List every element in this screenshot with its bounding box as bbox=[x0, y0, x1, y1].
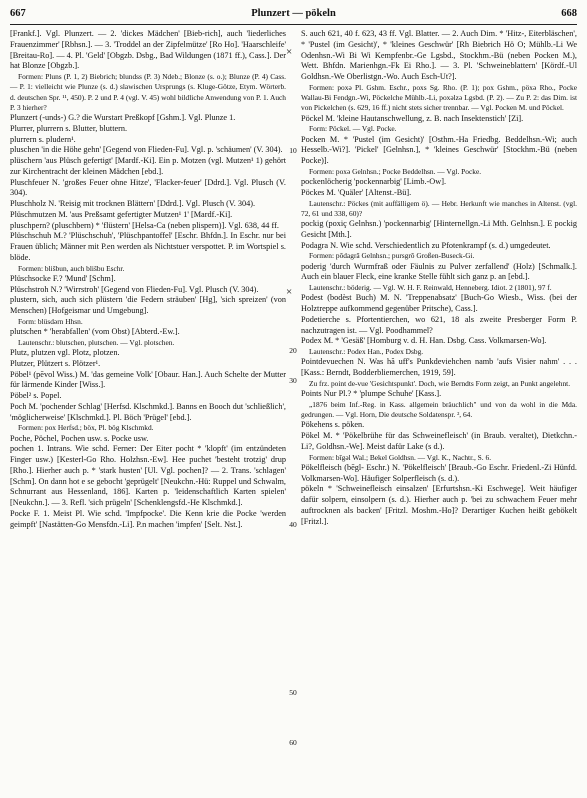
entry: Plüschschuh M.? 'Plüschschuh', 'Plüschpantoffel' [Eschr. Bhfdn.]. In Eschr. nur bei Frauen üblich; Männer mit P.en werden als Nichtstuer verspottet. P. im Wortspiel s. blöde. bbox=[10, 231, 286, 262]
entry: pockig (poxiç Gelnhsn.) 'pockennarbig' [Hinternellgn.-Li Mth. Gelnhsn.]. E pockig Gesicht [Mth.]. bbox=[301, 219, 577, 239]
entry: Pöckes M. 'Quäler' [Altenst.-Bü]. bbox=[301, 187, 412, 197]
page-header bbox=[0, 6, 587, 26]
entry: pockenlöcherig 'pockennarbig' [Limb.-Ow]. bbox=[301, 177, 447, 186]
entry: S. auch 621, 40 f. 623, 43 ff. Vgl. Blatter. — 2. Auch Dim. * 'Hitz-, Eiterbläschen', * 'Pustel (im Gesicht)', * 'kleines Geschwür' [Rh Biebrich Hö O; Mühlb.-Li We Odenhsn.-Wi Bi Wi Kempfenbr.-Ge Lgsbd., Stockhm.-Bü (neben Pocken M.), Wett. Bhfdn. Marienhgn.-Fk Ei Rho.]. — 3. Pl. 'Schweineblattern' [Kördf.-Ul Goldhsn.-We Oberlistgn.-Wo. Auch Esch-Ut?]. bbox=[301, 29, 577, 81]
entry: Poch M. 'pochender Schlag' [Herfsd. Klschmkd.]. Banns en Booch dut 'schließlich', 'möglicherweise' [Klschmkd.]. Pl. Böch 'Prügel' [ebd.]. bbox=[10, 401, 286, 422]
entry-note: Formen: poxə Pl. Gshm. Eschr., poxs Sg. Rho. (P. 1); pox Gshm., pöxə Rho., Pocke Wallau-Bi Fendgn.-Wi, Pöckelche Mühlb.-Li, poxəlzə Lgsbd. (P. 2). — Zu P. 2: das Dim. ist von Pickelchen (s. 629, 16 ff.) nicht stets sicher trennbar. — Vgl. Pocken M. und Pöckel. bbox=[301, 82, 577, 113]
entry-note: Formen: Pluns (P. 1, 2) Biebrich; blundss (P. 3) Ndeb.; Blonze (s. o.); Blunze (P. 4) Cass. — P. 1: vielleicht wie Plunze (s. d.) slawischen Ursprungs (s. Kluge-Götze, Etym. Wörterb. d. deutschen Spr. ¹¹, 450). P. 2 und P. 4 (vgl. V. 45) wohl bildliche Anwendung von P. 1. Auch P. 3 hierher? bbox=[10, 72, 286, 112]
entry-note: Lautenschr.: blutschen, plutschen. — Vgl. plotschen. bbox=[18, 337, 175, 347]
entry-note: Zu frz. point de-vue 'Gesichtspunkt'. Doch, wie Berndts Form zeigt, an Punkt angelehnt. bbox=[309, 378, 571, 388]
entry: Podagra N. Wie schd. Verschiedentlich zu Pfotenkrampf (s. d.) umgedeutet. bbox=[301, 240, 551, 250]
page-number-right: 668 bbox=[561, 8, 577, 19]
entry-note: Formen: poxə Gelnhsn.; Pocke Beddelhsn. — Vgl. Pocke. bbox=[309, 166, 482, 176]
entry: plustern, sich, auch sich plüstern 'die Federn sträuben' [Hg], 'sich spreizen' (von Menschen) [Hofgeismar und Umgebung]. bbox=[10, 295, 286, 315]
entry: Pöbel² s. Popel. bbox=[10, 391, 62, 400]
entry: Plüschmutzen M. 'aus Preßsamt gefertigter Mutzen¹ 1' [Mardf.-Ki]. bbox=[10, 209, 233, 219]
entry-note: Formen: pox Herfsd.; böx, Pl. bög Klschmkd. bbox=[18, 423, 154, 433]
margin-cross-mark: × bbox=[286, 286, 293, 298]
entry: Plüschsocke F.? 'Mund' [Schm]. bbox=[10, 273, 116, 283]
entry-note: Formen: bīgəl Wal.; Bekel Goldhsn. — Vgl. K., Nachtr., S. 6. bbox=[309, 452, 492, 462]
entry: plüschern 'aus Plüsch gefertigt' [Mardf.-Ki]. Ein p. Motzen (vgl. Mutzen¹ 1) gehört zur Kirchentracht der kleinen Mädchen [ebd.]. bbox=[10, 156, 286, 176]
entry-note: Form: blüsdərn Hhsn. bbox=[18, 316, 83, 326]
entry: Pluschfeuer N. 'großes Feuer ohne Hitze', 'Flacker-feuer' [Ddrd.]. Vgl. Plusch (V. 304). bbox=[10, 177, 286, 198]
entry: plurrern s. pludern¹. bbox=[10, 134, 76, 144]
entry-note: Form: Pöckel. — Vgl. Pocke. bbox=[309, 124, 397, 134]
entry: Pocken M. * 'Pustel (im Gesicht)' [Osthm.-Ha Friedbg. Beddelhsn.-Wi; auch Hesselb.-Wi?]. 'Pickel' [Gelnhsn.], * 'kleines Geschwür' [Stockhm.-Bü (neben Pocke)]. bbox=[301, 134, 577, 165]
entry: Pökelfleisch (bēgl- Eschr.) N. 'Pökelfleisch' [Braub.-Go Eschr. Friedenl.-Zi Hünfd. Volkmarsen-Wo]. Häufiger Solperfleisch (s. d.). bbox=[301, 462, 577, 483]
page-number-left: 667 bbox=[10, 8, 26, 19]
entry: pochen 1. Intrans. Wie schd. Ferner: Der Eiter pocht * 'klopft' (im entzündeten Finger usw.) [Kesterl-Go Rho. Holzhsn.-Ew]. Hee puchet 'besteht trotzig' drup [Rho.]. Hierher auch p. * 'stark husten' [Ul. Vgl. pochen]? — 2. Trans. 'schlagen' [Schm]. On dann hot e se gebocht 'geprügelt' [Neukchn.-Hü: Ruppel und Schwalm, Schnurrant aus Hessenland, 186]. Karten p. 'leidenschaftlich Karten spielen' [Neukchn.]. — 3. Refl. 'sich prügeln' [Schenklengsfd.-He Klschmkd.]. bbox=[10, 444, 286, 507]
entry: Pökel M. * 'Pökelbrühe für das Schweinefleisch' (in Braub. veraltet), Dietkchn.-Li?, Goldhsn.-We]. Meist dafür Lake (s d.). bbox=[301, 431, 577, 451]
line-number: 30 bbox=[289, 376, 297, 385]
entry: Plutzer, Plützert s. Plötzer¹. bbox=[10, 358, 101, 368]
entry: Plunzert (-unds-) G.? die Wurstart Preßkopf [Gshm.]. Vgl. Plunze 1. bbox=[10, 113, 236, 122]
entry-note: Formen: pōdagrā Gelnhsn.; pursgrō Großen-Buseck-Gi. bbox=[309, 251, 475, 261]
entry-note: Lautenschr.: Pöckes (mit auffälligem ö). — Hebr. Herkunft wie manches in Altenst. (vgl. 72, 61 und 338, 60)? bbox=[301, 198, 577, 218]
entry: Pökehens s. pöken. bbox=[301, 420, 365, 430]
entry: Pocke F. 1. Meist Pl. Wie schd. 'Impfpocke'. Die Kenn krie die Pocke 'werden geimpft' [Nastätten-Go Mensfdn.-Li]. P.n machen 'impfen' [Selt. Nst.]. bbox=[10, 508, 286, 529]
entry-note: Lautenschr.: Podex Han., Podex Dsbg. bbox=[309, 347, 424, 356]
left-column bbox=[10, 29, 286, 530]
entry: Pöbel¹ (pēvol Wiss.) M. 'das gemeine Volk' [Obaur. Han.]. Auch Schelte der Mutter für lärmende Kinder [Wiss.]. bbox=[10, 369, 286, 390]
line-number: 20 bbox=[289, 346, 297, 355]
entry: Pointdevuechen N. Was hă uff's Punkdeviehchen namb 'aufs Visier nahm' . . . [Kass.: Berndt, Bodderbliemerchen, 1919, 59]. bbox=[301, 357, 577, 377]
running-title: Plunzert — pökeln bbox=[251, 8, 336, 19]
line-number: 40 bbox=[289, 520, 297, 529]
entry: pökeln * 'Schweinefleisch einsalzen' [Erfurtshsn.-Ki Eschwege]. Weit häufiger dafür solpern, einsolpern (s. d.). Hierher auch p. 'bei zu schwachem Feuer mehr auftrocknen als backen' [Fritzl. Moshm.-Ho]? Derartiger Kuchen heißt gebökelt [Fritzl.]. bbox=[301, 484, 577, 526]
entry: plutschen * 'herabfallen' (vom Obst) [Abterd.-Ew.]. bbox=[10, 327, 180, 336]
right-column bbox=[301, 29, 577, 527]
entry: Podetierche s. Pfortentierchen, wo 621, 18 als zweite Presberger Form P. nachzutragen ist. — Vgl. Poodhammel? bbox=[301, 314, 577, 335]
header-rule bbox=[10, 24, 577, 25]
entry-note: Lautenschr.: böderig. — Vgl. W. H. F. Reinwald, Henneberg. Idiot. 2 (1801), 97 f. bbox=[309, 283, 552, 292]
entry: pluschen 'in die Höhe gehn' [Gegend von Flieden-Fu]. Vgl. p. 'schäumen' (V. 304). bbox=[10, 145, 283, 155]
entry: Pluschholz N. 'Reisig mit trocknen Blättern' [Ddrd.]. Vgl. Plusch (V. 304). bbox=[10, 199, 256, 208]
entry-note: „1876 beim Inf.-Reg. in Kass. allgemein bräuchlich" und von da wohl in die Mda. gedrungen. — Vgl. Horn, Die deutsche Soldatenspr. ², 64. bbox=[301, 399, 577, 419]
entry: Plutz, plutzen vgl. Plotz, plotzen. bbox=[10, 348, 120, 357]
line-number: 50 bbox=[289, 688, 297, 697]
entry: poderig 'durch Wurmfraß oder Fäulnis zu Pulver zerfallend' (Holz) [Schmalk.]. Auch ein blauer Fleck, eine kranke Stelle fühlt sich ganz p. an [ebd.]. bbox=[301, 261, 577, 282]
entry: Pöckel M. 'kleine Hautanschwellung, z. B. nach Insektenstich' [Zi]. bbox=[301, 113, 524, 123]
entry-note: Formen: blišbun, auch blišbu Eschr. bbox=[18, 263, 125, 273]
entry: Podest (bodèst Buch) M. N. 'Treppenabsatz' [Buch-Go Wiesb., Wiss. (bei der Holztreppe aufkommend gegenüber Pritsche), Cass.]. bbox=[301, 293, 577, 313]
entry: Podex M. * 'Gesäß' [Homburg v. d. H. Han. Dsbg. Cass. Volkmarsen-Wo]. bbox=[301, 336, 547, 346]
entry: [Frankf.]. Vgl. Plunzert. — 2. 'dickes Mädchen' [Bieb-rich], auch 'liederliches Frauenzimmer' [Rbhsn.]. — 3. 'Troddel an der Zipfelmütze' [Ro Ho]. 'Haarschleife' [Breitau-Ro]. — 4. Pl. 'Geld' [Obgzb. Dsbg., Bad Wildungen (1871 ff.), Cass.]. Der hat Blonze [Obgzb.]. bbox=[10, 29, 286, 71]
entry: Poche, Pöchel, Pochen usw. s. Pocke usw. bbox=[10, 433, 149, 443]
entry: pluschpern? (pluschbern) * 'flüstern' [Helsa-Ca (neben plispern)]. Vgl. 638, 44 ff. bbox=[10, 220, 279, 230]
entry: Points Nur Pl.? * 'plumpe Schuhe' [Kass.]. bbox=[301, 389, 442, 398]
line-number: 10 bbox=[289, 146, 297, 155]
margin-cross-mark: × bbox=[286, 46, 293, 58]
entry: Plurrer, plurrern s. Blutter, bluttern. bbox=[10, 123, 128, 133]
line-number: 60 bbox=[289, 738, 297, 747]
entry: Plüschstroh N.? 'Wirrstroh' [Gegend von Flieden-Fu]. Vgl. Plusch (V. 304). bbox=[10, 284, 259, 294]
